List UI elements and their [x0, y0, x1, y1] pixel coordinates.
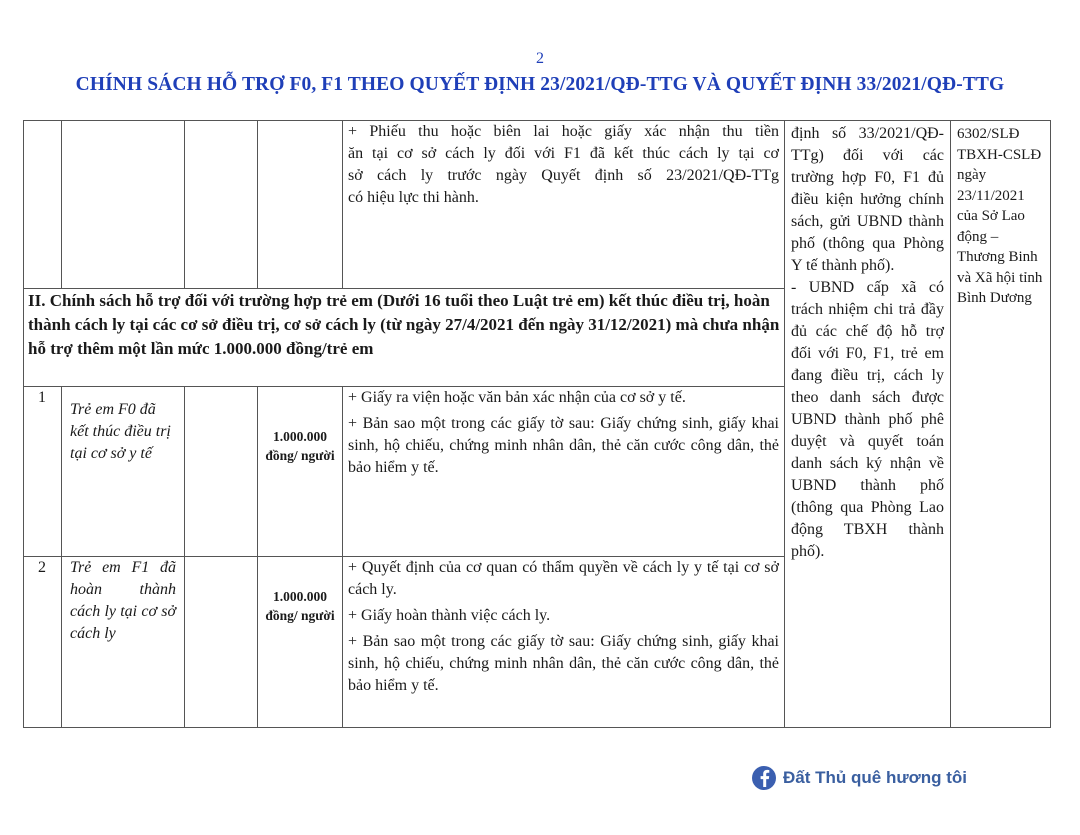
document-item: + Giấy ra viện hoặc văn bản xác nhận của cơ sở y tế.	[348, 389, 686, 406]
row-subject: Trẻ em F0 đã kết thúc điều trị tại cơ sở y tế	[62, 387, 185, 557]
continued-documents-cell	[343, 121, 785, 289]
empty-cell	[185, 557, 258, 728]
empty-cell	[258, 121, 343, 289]
continued-line: có hiệu lực thi hành.	[348, 189, 479, 206]
row-amount: 1.000.000 đồng/ người	[258, 557, 343, 728]
policy-table	[23, 120, 1051, 728]
document-item: + Bản sao một trong các giấy tờ sau: Giấy chứng sinh, giấy khai sinh, hộ chiếu, chứng minh nhân dân, thẻ căn cước công dân, thẻ bảo hiểm y tế.	[348, 415, 779, 476]
section-heading: II. Chính sách hỗ trợ đối với trường hợp trẻ em (Dưới 16 tuổi theo Luật trẻ em) kết thúc điều trị, hoàn thành cách ly tại các cơ sở điều trị, cơ sở cách ly (từ ngày 27/4/2021 đến ngày 31/12/2021) mà chưa nhận hỗ trợ thêm một lần mức 1.000.000 đồng/trẻ em	[24, 289, 785, 387]
facebook-icon	[752, 766, 776, 790]
document-item: + Bản sao một trong các giấy tờ sau: Giấy chứng sinh, giấy khai sinh, hộ chiếu, chứng minh nhân dân, thẻ căn cước công dân, thẻ bảo hiểm y tế.	[348, 633, 779, 694]
row-documents	[343, 387, 785, 557]
policy-table-container	[23, 120, 1050, 727]
continued-line: sở cách ly trước ngày Quyết định số 23/2021/QĐ-TTg	[348, 167, 779, 184]
basis-paragraph-1: định số 33/2021/QĐ-TTg) đối với các trường hợp F0, F1 đủ điều kiện hưởng chính sách, gửi UBND thành phố (thông qua Phòng Y tế thành phố).	[791, 125, 944, 274]
row-index: 2	[24, 557, 62, 728]
continued-line: ăn tại cơ sở cách ly đối với F1 đã kết thúc cách ly tại cơ	[348, 145, 779, 162]
reference-cell: 6302/SLĐ TBXH-CSLĐ ngày 23/11/2021 của Sở Lao động – Thương Binh và Xã hội tỉnh Bình Dương	[951, 121, 1051, 728]
empty-cell	[24, 121, 62, 289]
row-amount: 1.000.000 đồng/ người	[258, 387, 343, 557]
empty-cell	[185, 387, 258, 557]
document-item: + Giấy hoàn thành việc cách ly.	[348, 607, 551, 624]
legal-basis-cell	[785, 121, 951, 728]
row-index: 1	[24, 387, 62, 557]
continued-row	[24, 121, 1051, 289]
continued-line: + Phiếu thu hoặc biên lai hoặc giấy xác nhận thu tiền	[348, 123, 779, 140]
facebook-page-badge[interactable]	[752, 766, 967, 790]
document-item: + Quyết định của cơ quan có thẩm quyền về cách ly y tế tại cơ sở cách ly.	[348, 559, 779, 598]
row-documents	[343, 557, 785, 728]
basis-paragraph-2: - UBND cấp xã có trách nhiệm chi trả đầy đủ các chế độ hỗ trợ đối với F0, F1, trẻ em đang điều trị, cách ly theo danh sách được UBND thành phố phê duyệt và quyết toán danh sách ký nhận về UBND thành phố (thông qua Phòng Lao động TBXH thành phố).	[791, 279, 944, 560]
facebook-page-name: Đất Thủ quê hương tôi	[783, 768, 967, 787]
page-number: 2	[536, 50, 544, 67]
row-subject: Trẻ em F1 đã hoàn thành cách ly tại cơ sở cách ly	[62, 557, 185, 728]
empty-cell	[185, 121, 258, 289]
document-title: CHÍNH SÁCH HỖ TRỢ F0, F1 THEO QUYẾT ĐỊNH 23/2021/QĐ-TTG VÀ QUYẾT ĐỊNH 33/2021/QĐ-TTG	[75, 74, 1005, 95]
empty-cell	[62, 121, 185, 289]
